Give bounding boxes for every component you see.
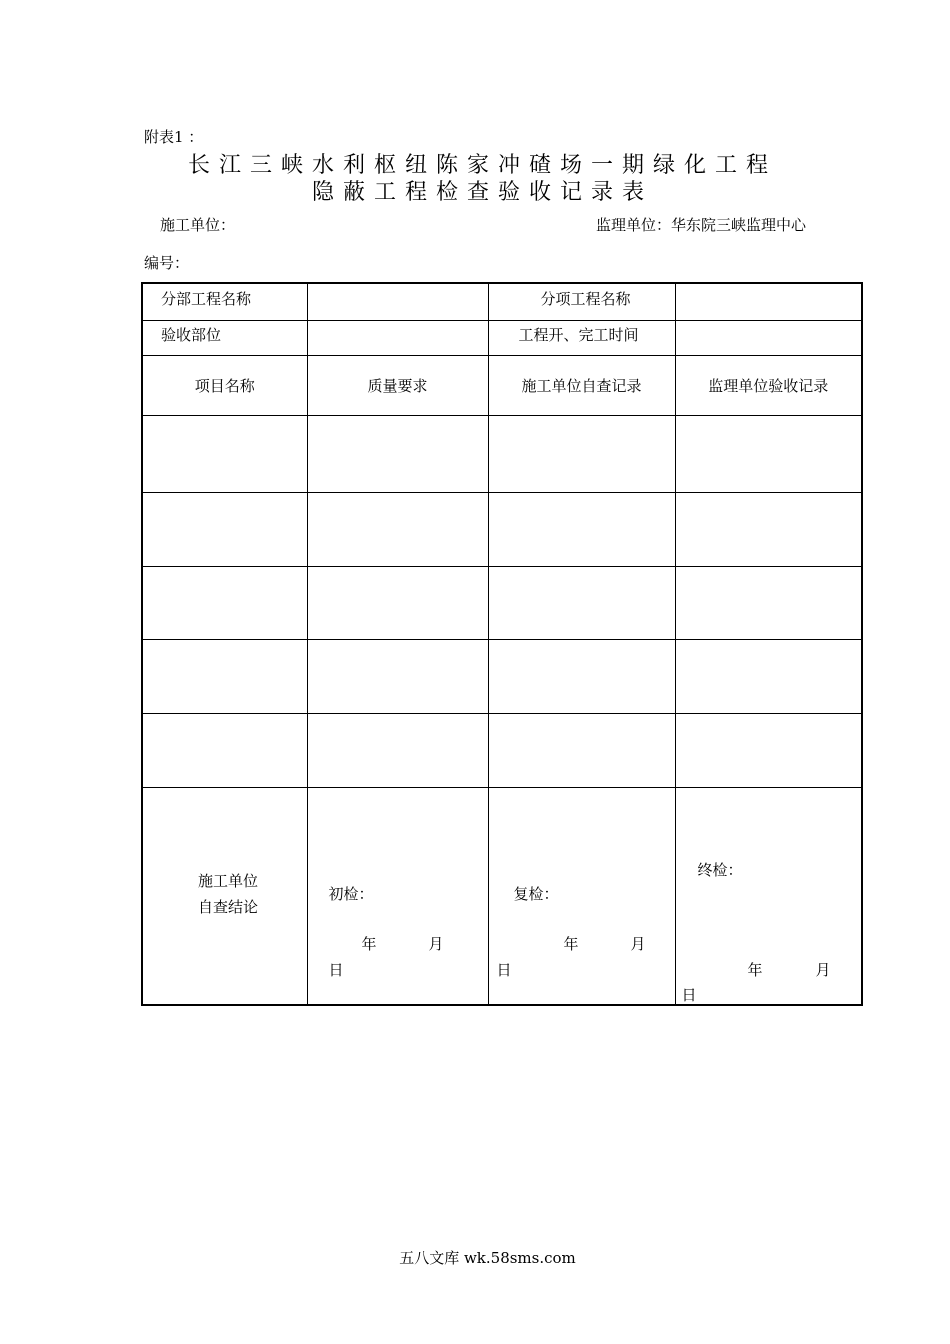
table-cell[interactable] [488,566,675,639]
table-row [142,492,862,566]
sub-project-value-cell[interactable] [307,283,488,320]
conclusion-label-cell [142,787,307,1005]
column-header-self-check-record: 施工单位自查记录 [488,355,675,415]
re-check-month: 月 [630,934,646,953]
serial-number-label: 编号： [144,254,190,272]
table-row [142,320,862,355]
work-time-value-cell[interactable] [675,320,862,355]
table-cell[interactable] [307,492,488,566]
table-cell[interactable] [142,639,307,713]
column-header-quality-requirement: 质量要求 [307,355,488,415]
acceptance-part-value-cell[interactable] [307,320,488,355]
re-check-year: 年 [563,934,579,953]
item-project-label-cell [488,283,675,320]
final-check-month: 月 [815,960,831,979]
table-cell[interactable] [488,639,675,713]
column-header-supervision-record: 监理单位验收记录 [675,355,862,415]
re-check-label: 复检： [513,884,559,903]
re-check-cell[interactable] [488,787,675,1005]
table-header-row [142,355,862,415]
table-cell[interactable] [307,713,488,787]
work-time-label: 工程开、完工时间 [518,325,639,344]
table-cell[interactable] [142,415,307,492]
final-check-label: 终检： [697,860,743,879]
conclusion-row [142,787,862,1005]
initial-check-year: 年 [361,934,377,953]
initial-check-day: 日 [328,960,344,979]
sub-project-label: 分部工程名称 [161,290,252,308]
inspection-record-table [141,282,863,1006]
item-project-value-cell[interactable] [675,283,862,320]
table-cell[interactable] [675,713,862,787]
footer-watermark-text: 五八文库 wk.58sms.com [399,1249,576,1267]
table-row [142,713,862,787]
page-title-line1: 长江三峡水利枢纽陈家冲碴场一期绿化工程 [187,153,777,178]
acceptance-part-label-cell [142,320,307,355]
column-header-item-name: 项目名称 [142,355,307,415]
table-row [142,415,862,492]
table-cell[interactable] [675,492,862,566]
conclusion-label-line1: 施工单位 [198,871,259,890]
table-cell[interactable] [488,415,675,492]
table-cell[interactable] [307,415,488,492]
acceptance-part-label: 验收部位 [161,325,222,344]
table-cell[interactable] [142,566,307,639]
construction-unit-label: 施工单位： [160,216,236,234]
final-check-day: 日 [681,985,697,1004]
table-cell[interactable] [675,639,862,713]
table-cell[interactable] [142,492,307,566]
table-cell[interactable] [675,415,862,492]
table-cell[interactable] [488,492,675,566]
appendix-label: 附表1 ： [144,128,204,146]
supervision-unit-label: 监理单位：华东院三峡监理中心 [596,216,807,234]
conclusion-label-line2: 自查结论 [198,897,259,916]
table-cell[interactable] [307,639,488,713]
table-cell[interactable] [142,713,307,787]
table-cell[interactable] [307,566,488,639]
sub-project-label-cell [142,283,307,320]
table-row [142,639,862,713]
table-row [142,566,862,639]
initial-check-month: 月 [428,934,444,953]
final-check-cell[interactable] [675,787,862,1005]
page-title-line2: 隐蔽工程检查验收记录表 [311,180,653,205]
table-cell[interactable] [488,713,675,787]
table-cell[interactable] [675,566,862,639]
table-row [142,283,862,320]
re-check-day: 日 [496,960,512,979]
initial-check-cell[interactable] [307,787,488,1005]
initial-check-label: 初检： [328,884,374,903]
item-project-label: 分项工程名称 [540,290,631,308]
final-check-year: 年 [747,960,763,979]
work-time-label-cell [488,320,675,355]
